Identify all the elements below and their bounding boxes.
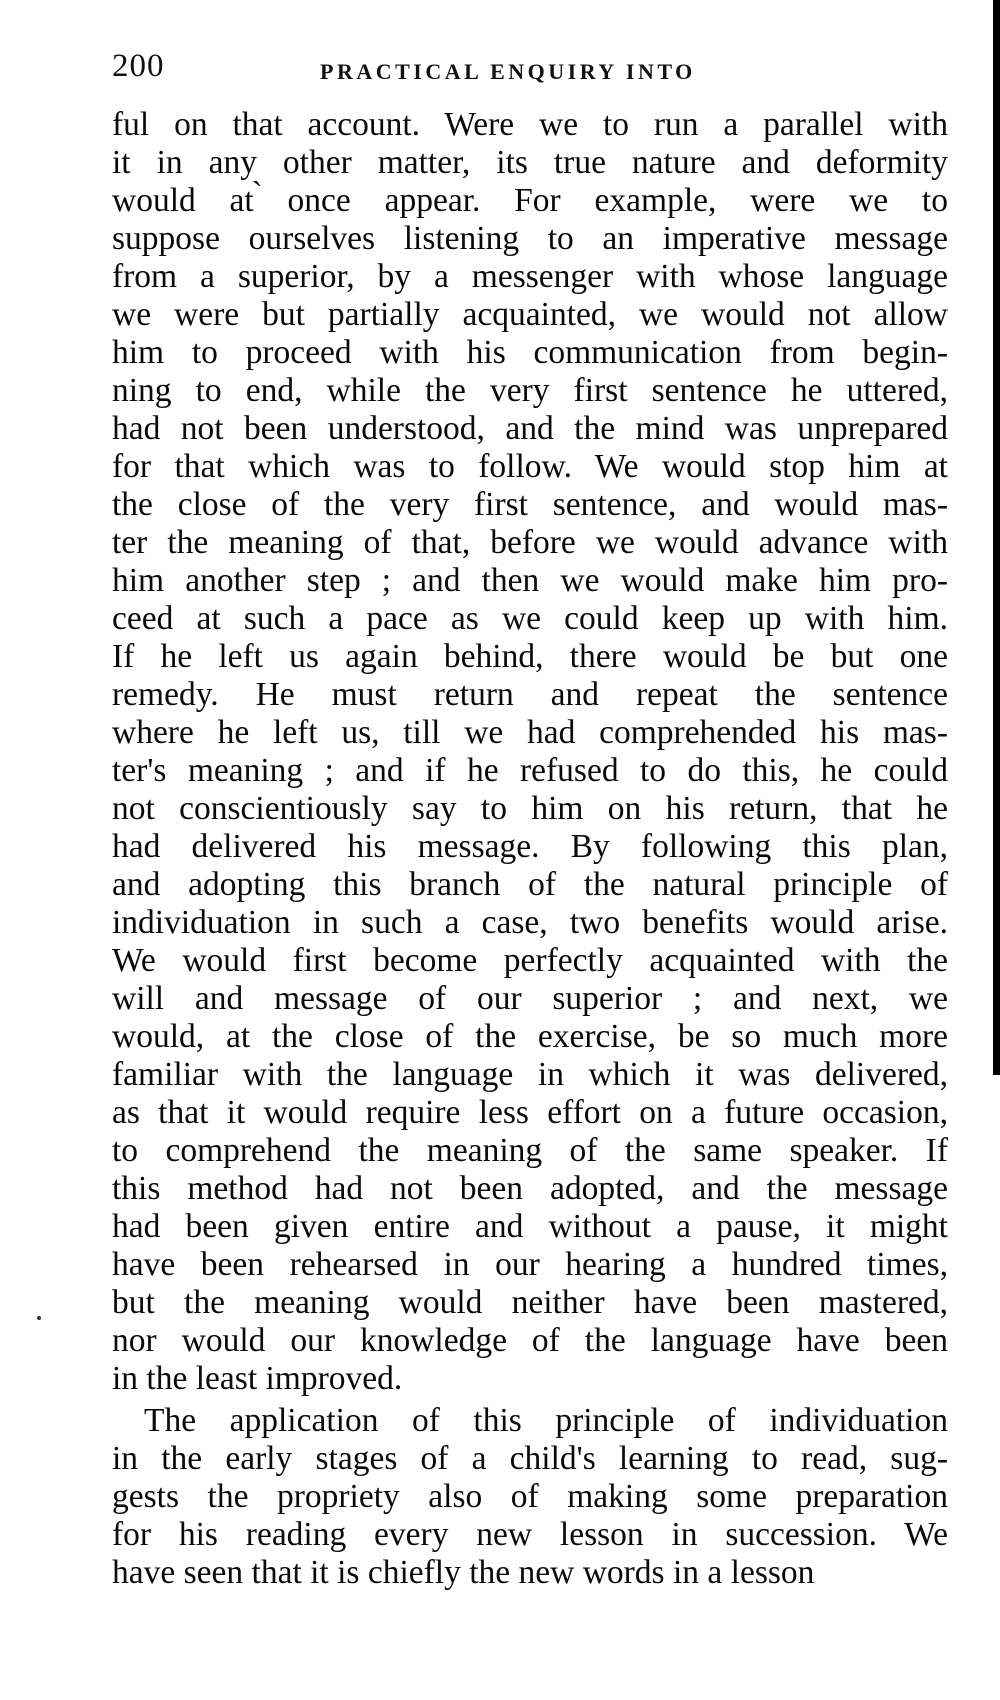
text-line: We would first become perfectly acquainted with the: [112, 942, 948, 979]
text-line: in the early stages of a child's learning to read, sug-: [112, 1440, 948, 1477]
text-line: not conscientiously say to him on his return, that he: [112, 790, 948, 827]
page-edge-rule: [993, 0, 1000, 1075]
text-line: If he left us again behind, there would be but one: [112, 638, 948, 675]
text-line: the close of the very first sentence, and would mas-: [112, 486, 948, 523]
text-line: in the least improved.: [112, 1360, 403, 1397]
running-head: PRACTICAL ENQUIRY INTO: [320, 59, 696, 84]
margin-mark: [37, 1316, 41, 1320]
text-line: would at ̀once appear. For example, were we to: [112, 182, 948, 219]
text-line: where he left us, till we had comprehended his mas-: [112, 714, 948, 751]
page-header: [112, 48, 948, 88]
text-line: would, at the close of the exercise, be so much more: [112, 1018, 948, 1055]
text-line: for his reading every new lesson in succession. We: [112, 1516, 948, 1553]
text-line: ful on that account. Were we to run a parallel with: [112, 106, 948, 143]
text-line: individuation in such a case, two benefits would arise.: [112, 904, 948, 941]
text-line: ter the meaning of that, before we would advance with: [112, 524, 948, 561]
text-line: had delivered his message. By following this plan,: [112, 828, 948, 865]
text-line: gests the propriety also of making some preparation: [112, 1478, 948, 1515]
text-line: have seen that it is chiefly the new words in a lesson: [112, 1554, 815, 1591]
text-line: from a superior, by a messenger with whose language: [112, 258, 948, 295]
text-line: him another step ; and then we would make him pro-: [112, 562, 948, 599]
text-line: have been rehearsed in our hearing a hundred times,: [112, 1246, 948, 1283]
text-line: but the meaning would neither have been mastered,: [112, 1284, 948, 1321]
text-line: had been given entire and without a pause, it might: [112, 1208, 948, 1245]
text-line: ceed at such a pace as we could keep up with him.: [112, 600, 948, 637]
text-line: suppose ourselves listening to an imperative message: [112, 220, 948, 257]
paragraph: [112, 1402, 948, 1592]
text-line: nor would our knowledge of the language have been: [112, 1322, 948, 1359]
page-number: 200: [112, 48, 165, 84]
text-line: him to proceed with his communication from begin-: [112, 334, 948, 371]
text-line: as that it would require less effort on a future occasion,: [112, 1094, 948, 1131]
text-line: this method had not been adopted, and the message: [112, 1170, 948, 1207]
paragraph: [112, 106, 948, 1398]
text-line: and adopting this branch of the natural principle of: [112, 866, 948, 903]
text-line: familiar with the language in which it was delivered,: [112, 1056, 948, 1093]
text-line: The application of this principle of individuation: [144, 1402, 948, 1439]
text-line: for that which was to follow. We would stop him at: [112, 448, 948, 485]
text-line: it in any other matter, its true nature and deformity: [112, 144, 948, 181]
body-text: [112, 106, 948, 1592]
text-line: remedy. He must return and repeat the sentence: [112, 676, 948, 713]
text-line: ning to end, while the very first sentence he uttered,: [112, 372, 948, 409]
text-line: ter's meaning ; and if he refused to do this, he could: [112, 752, 948, 789]
text-line: to comprehend the meaning of the same speaker. If: [112, 1132, 948, 1169]
text-line: will and message of our superior ; and next, we: [112, 980, 948, 1017]
text-line: we were but partially acquainted, we would not allow: [112, 296, 948, 333]
text-line: had not been understood, and the mind was unprepared: [112, 410, 948, 447]
